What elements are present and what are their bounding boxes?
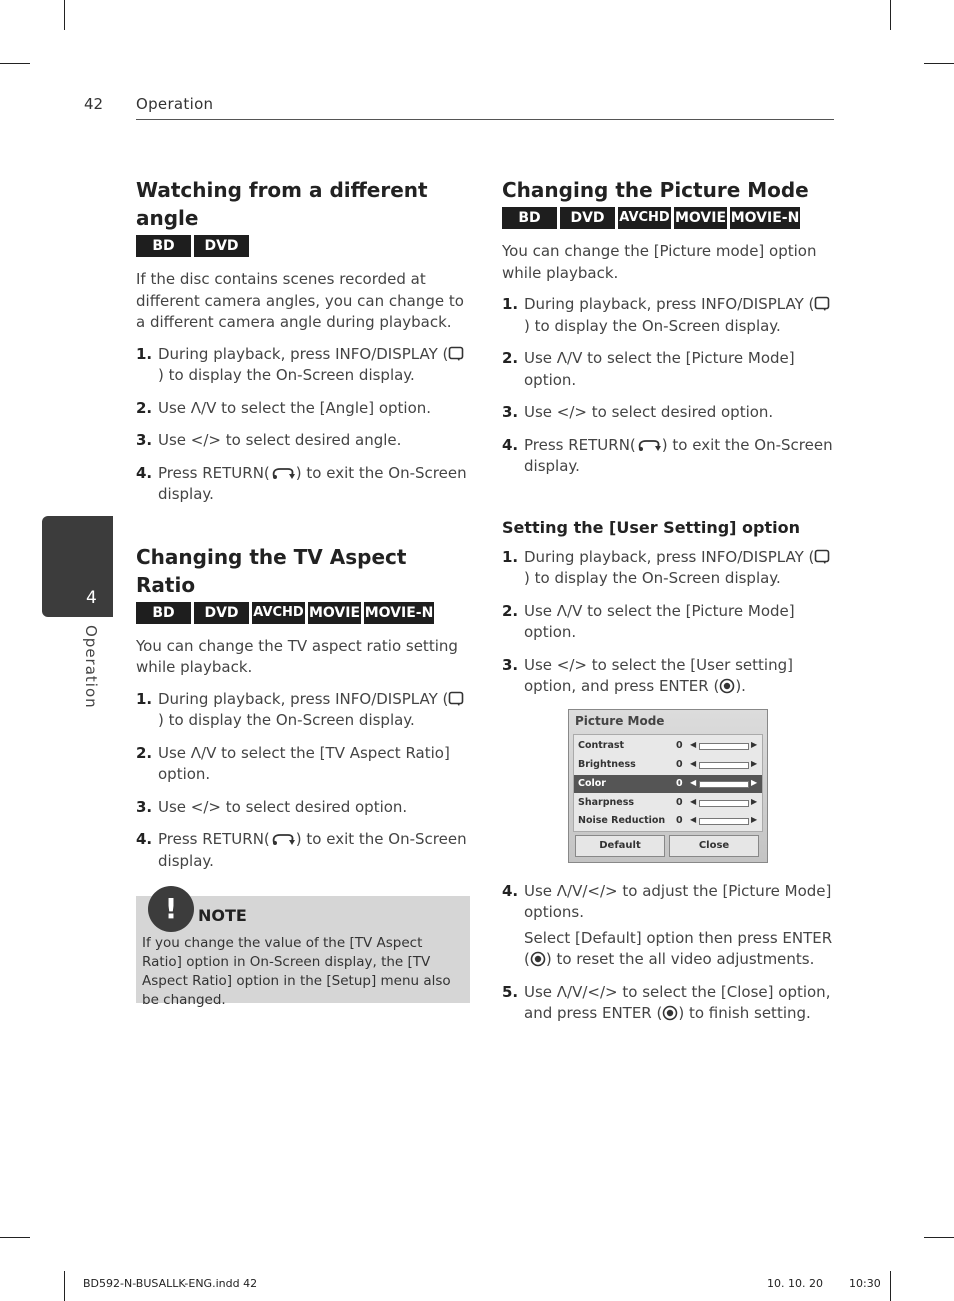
intro-text: You can change the [Picture mode] option while playback. — [502, 242, 817, 282]
badge-dvd: DVD — [194, 235, 249, 257]
picture-mode-screenshot — [568, 709, 768, 863]
crop-mark — [64, 1271, 65, 1301]
step-item — [136, 463, 470, 506]
return-icon — [636, 437, 662, 453]
step-text: During playback, press INFO/DISPLAY ( — [158, 344, 449, 363]
step-item — [136, 398, 470, 420]
step-number: 4. — [502, 435, 519, 454]
step-text: Use </> to select the [User setting] option, and press ENTER ( — [524, 655, 793, 695]
enter-icon — [530, 951, 546, 967]
step-item — [136, 829, 470, 872]
screenshot-close-button: Close — [669, 835, 759, 857]
crop-mark — [0, 1237, 30, 1238]
step-item — [502, 402, 836, 424]
step-item — [502, 655, 836, 698]
arrow-right-icon: ▶ — [751, 814, 758, 824]
slider-bar — [699, 781, 749, 788]
step-number: 2. — [136, 743, 153, 762]
row-value: 0 — [676, 777, 683, 789]
step-text: ) to finish setting. — [678, 1004, 811, 1022]
step-number: 2. — [136, 398, 153, 417]
step-text: Use </> to select desired option. — [158, 797, 408, 816]
step-number: 5. — [502, 982, 519, 1001]
right-column — [502, 176, 836, 1036]
row-label: Contrast — [578, 739, 625, 751]
step-number: 1. — [502, 295, 519, 313]
badge-dvd: DVD — [194, 602, 249, 624]
screenshot-row-brightness — [574, 756, 762, 774]
intro-text: You can change the TV aspect ratio setting while playback. — [136, 636, 458, 676]
step-text: Select [Default] option then press ENTER ( — [524, 928, 833, 968]
step-text: Use Λ/V to select the [Picture Mode] option. — [524, 349, 795, 389]
arrow-left-icon: ◀ — [690, 796, 697, 806]
arrow-right-icon: ▶ — [751, 739, 758, 749]
step-text: ) to exit the On-Screen display. — [158, 830, 467, 870]
step-text: ) to display the On-Screen display. — [158, 711, 415, 729]
section-title-aspect: Changing the TV Aspect Ratio — [136, 544, 407, 597]
disc-badges — [136, 235, 470, 257]
arrow-left-icon: ◀ — [690, 758, 697, 768]
step-text: ). — [735, 677, 746, 695]
step-text: ) to exit the On-Screen display. — [524, 435, 833, 475]
row-value: 0 — [676, 796, 683, 808]
step-number: 3. — [136, 431, 153, 449]
step-item — [502, 294, 836, 337]
slider-bar — [699, 762, 749, 769]
section-title-angle: Watching from a different angle — [136, 178, 428, 230]
row-value: 0 — [676, 758, 683, 770]
info-display-icon — [814, 296, 830, 312]
step-text: During playback, press INFO/DISPLAY ( — [524, 547, 815, 566]
header-rule — [136, 119, 834, 120]
info-display-icon — [448, 346, 464, 362]
badge-movie: MOVIE — [308, 602, 361, 624]
step-number: 2. — [502, 601, 519, 620]
step-text: Use </> to select desired option. — [524, 403, 774, 421]
step-text: ) to display the On-Screen display. — [158, 366, 415, 384]
info-display-icon — [814, 549, 830, 565]
step-number: 3. — [502, 655, 519, 674]
screenshot-settings-panel — [573, 734, 763, 832]
step-item — [502, 601, 836, 644]
step-number: 1. — [502, 547, 519, 566]
arrow-left-icon: ◀ — [690, 777, 697, 787]
note-exclamation-icon: ! — [148, 886, 194, 932]
step-text: Use Λ/V to select the [TV Aspect Ratio] option. — [158, 743, 450, 783]
slider-bar — [699, 743, 749, 750]
badge-movie-n: MOVIE-N — [730, 207, 800, 229]
side-tab-label: Operation — [82, 625, 100, 709]
step-item — [136, 430, 470, 452]
step-text: Press RETURN( — [158, 463, 270, 482]
step-number: 2. — [502, 349, 519, 367]
step-item — [136, 797, 470, 819]
badge-avchd: AVCHD — [252, 602, 305, 624]
disc-badges — [136, 602, 470, 624]
screenshot-default-button: Default — [575, 835, 665, 857]
left-column — [136, 176, 470, 1008]
badge-avchd: AVCHD — [618, 207, 671, 229]
row-label: Brightness — [578, 758, 636, 770]
step-subtext — [524, 928, 836, 971]
arrow-right-icon: ▶ — [751, 777, 758, 787]
disc-badges — [502, 207, 836, 229]
return-icon — [270, 465, 296, 481]
row-value: 0 — [676, 739, 683, 751]
page-number: 42 — [84, 95, 104, 113]
enter-icon — [662, 1005, 678, 1021]
row-label: Color — [578, 777, 606, 789]
step-text: Press RETURN( — [524, 435, 636, 454]
badge-bd: BD — [136, 602, 191, 624]
return-icon — [270, 831, 296, 847]
step-text: Use Λ/V/</> to adjust the [Picture Mode] options. — [524, 881, 832, 921]
arrow-right-icon: ▶ — [751, 796, 758, 806]
crop-mark — [924, 63, 954, 64]
screenshot-row-noise-reduction — [574, 812, 762, 830]
step-item — [502, 547, 836, 590]
row-value: 0 — [676, 814, 683, 826]
note-title: NOTE — [198, 906, 247, 925]
step-text: During playback, press INFO/DISPLAY ( — [158, 689, 449, 708]
steps-list — [136, 689, 470, 873]
step-item — [502, 435, 836, 478]
footer-date: 10. 10. 20 — [767, 1277, 823, 1290]
slider-bar — [699, 800, 749, 807]
screenshot-row-contrast — [574, 737, 762, 755]
steps-list — [502, 881, 836, 1025]
step-item — [502, 881, 836, 971]
step-text: During playback, press INFO/DISPLAY ( — [524, 295, 815, 313]
badge-dvd: DVD — [560, 207, 615, 229]
screenshot-row-sharpness — [574, 794, 762, 812]
arrow-left-icon: ◀ — [690, 814, 697, 824]
footer-time: 10:30 — [849, 1277, 881, 1290]
step-text: Use </> to select desired angle. — [158, 431, 402, 449]
step-item — [502, 982, 836, 1025]
row-label: Sharpness — [578, 796, 635, 808]
steps-list — [136, 344, 470, 506]
step-number: 4. — [502, 881, 519, 900]
step-text: Press RETURN( — [158, 830, 270, 848]
step-number: 1. — [136, 689, 153, 708]
step-item — [136, 689, 470, 732]
arrow-left-icon: ◀ — [690, 739, 697, 749]
crop-mark — [0, 63, 30, 64]
steps-list — [502, 547, 836, 698]
note-box — [136, 892, 470, 1008]
step-text: Use Λ/V to select the [Picture Mode] option. — [524, 601, 795, 641]
side-tab-number: 4 — [86, 588, 97, 608]
screenshot-row-color — [574, 775, 762, 793]
step-number: 1. — [136, 344, 153, 363]
note-text: If you change the value of the [TV Aspect Ratio] option in On-Screen display, the [TV Aspect Ratio] option in the [Setup] menu also be changed. — [142, 935, 451, 1008]
badge-bd: BD — [136, 235, 191, 257]
slider-bar — [699, 818, 749, 825]
step-text: ) to reset the all video adjustments. — [545, 950, 815, 968]
step-text: ) to display the On-Screen display. — [524, 569, 781, 587]
step-item — [136, 344, 470, 387]
badge-movie-n: MOVIE-N — [364, 602, 434, 624]
screenshot-title: Picture Mode — [575, 713, 665, 728]
step-item — [136, 743, 470, 786]
step-number: 3. — [502, 403, 519, 421]
crop-mark — [890, 1271, 891, 1301]
arrow-right-icon: ▶ — [751, 758, 758, 768]
section-title-picture-mode: Changing the Picture Mode — [502, 178, 809, 202]
badge-bd: BD — [502, 207, 557, 229]
side-tab — [42, 516, 113, 617]
step-number: 3. — [136, 797, 153, 816]
step-number: 4. — [136, 463, 153, 482]
row-label: Noise Reduction — [578, 814, 666, 826]
step-text: ) to display the On-Screen display. — [524, 316, 781, 335]
intro-text: If the disc contains scenes recorded at different camera angles, you can change to a different camera angle during playback. — [136, 270, 464, 331]
step-number: 4. — [136, 830, 153, 848]
crop-mark — [890, 0, 891, 30]
step-item — [502, 348, 836, 391]
crop-mark — [924, 1237, 954, 1238]
step-text: Use Λ/V to select the [Angle] option. — [158, 398, 432, 417]
badge-movie: MOVIE — [674, 207, 727, 229]
step-text: Use Λ/V/</> to select the [Close] option, and press ENTER ( — [524, 982, 831, 1022]
steps-list — [502, 294, 836, 478]
crop-mark — [64, 0, 65, 30]
subsection-title-user-setting: Setting the [User Setting] option — [502, 517, 801, 537]
enter-icon — [719, 678, 735, 694]
step-text: ) to exit the On-Screen display. — [158, 463, 467, 503]
footer-file: BD592-N-BUSALLK-ENG.indd 42 — [83, 1277, 258, 1290]
header-section-title: Operation — [136, 95, 214, 113]
info-display-icon — [448, 691, 464, 707]
